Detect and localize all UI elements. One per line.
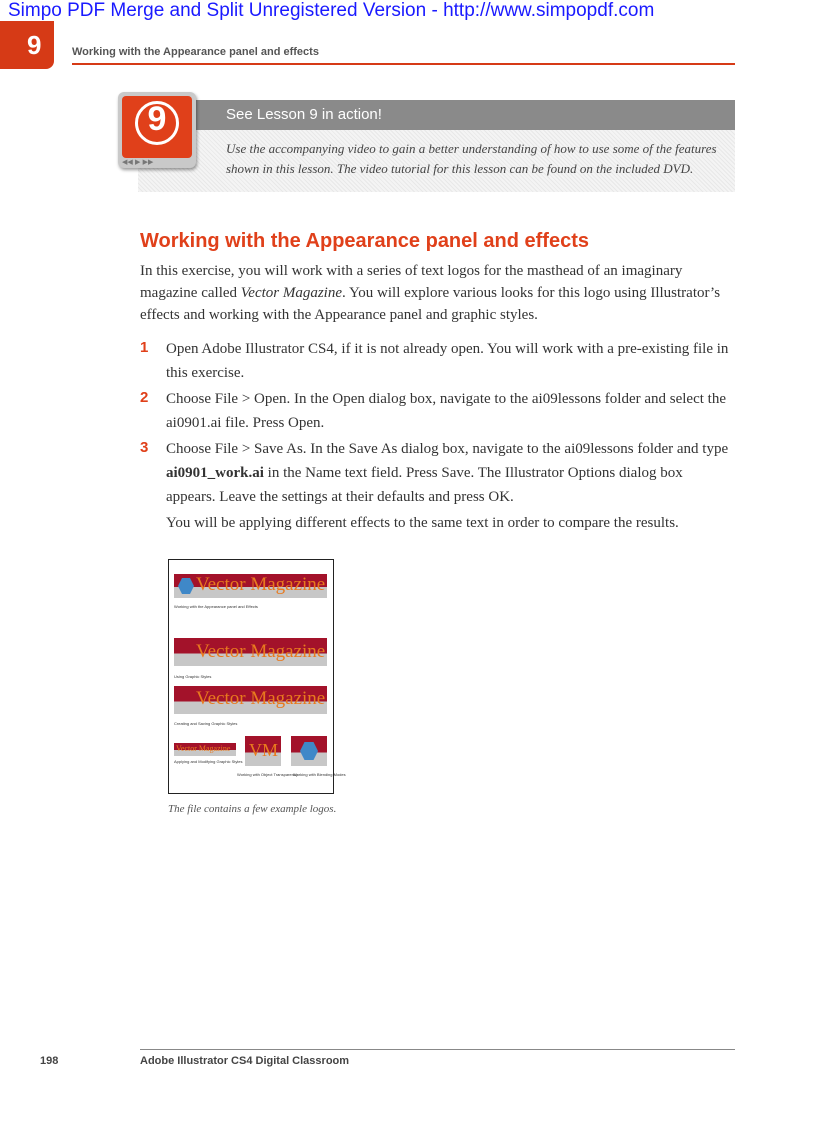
magazine-name: Vector Magazine — [240, 285, 343, 301]
results-note: You will be applying different effects to the same text in order to compare the results. — [166, 515, 679, 531]
figure-label: Creating and Saving Graphic Styles — [174, 721, 238, 726]
file-name: ai0901_work.ai — [166, 465, 264, 481]
logo-modifying-styles — [174, 743, 236, 756]
book-title: Adobe Illustrator CS4 Digital Classroom — [140, 1055, 350, 1067]
chapter-tab — [0, 21, 54, 69]
intro-text-start: In this exercise, you will work with a series of text logos for the masthead of an imaginary magazine called — [140, 263, 683, 301]
figure-label: Working with Blending Modes — [293, 772, 346, 777]
logo-text: Vector Magazine — [176, 744, 231, 753]
logo-graphic-styles — [174, 638, 327, 666]
logo-appearance — [174, 574, 327, 598]
step-3-text-end: in the Name text field. Press Save. The Illustrator Options dialog box appears. Leave the settings at their defaults and press OK. — [166, 465, 683, 505]
logo-transparency — [245, 736, 281, 766]
video-title: See Lesson 9 in action! — [226, 106, 382, 123]
step-2-number: 2 — [140, 389, 149, 406]
playback-controls-icon: ◀◀ ▶ ▶▶ — [122, 158, 154, 166]
logo-saving-styles — [174, 686, 327, 714]
figure-label: Using Graphic Styles — [174, 674, 212, 679]
intro-paragraph — [140, 260, 730, 326]
running-head: Working with the Appearance panel and effects — [72, 46, 319, 58]
intro-text-end: . You will explore various looks for this logo using Illustrator’s effects and working with the Appearance panel and graphic styles. — [140, 285, 721, 323]
figure-caption: The file contains a few example logos. — [168, 803, 337, 815]
logo-short: VM — [249, 740, 279, 760]
step-1-text: Open Adobe Illustrator CS4, if it is not already open. You will work with a pre-existing file in this exercise. — [166, 341, 729, 381]
badge-number: 9 — [147, 100, 167, 138]
badge-face — [122, 96, 192, 158]
figure-label: Working with Object Transparency — [237, 772, 298, 777]
logo-text: Vector Magazine — [196, 641, 326, 662]
page-number: 198 — [40, 1055, 59, 1067]
step-2-text: Choose File > Open. In the Open dialog box, navigate to the ai09lessons folder and select the ai0901.ai file. Press Open. — [166, 391, 726, 431]
step-3-text — [166, 437, 731, 509]
chapter-number: 9 — [27, 30, 42, 60]
example-logos-figure — [168, 559, 346, 794]
header-rule — [72, 63, 735, 65]
lesson-video-badge — [118, 92, 196, 168]
figure-label: Applying and Modifying Graphic Styles — [174, 759, 243, 764]
watermark: Simpo PDF Merge and Split Unregistered Version - http://www.simpopdf.com — [8, 0, 655, 21]
logo-blending — [291, 736, 327, 766]
hexagon-icon — [178, 578, 194, 594]
step-3-text-start: Choose File > Save As. In the Save As dialog box, navigate to the ai09lessons folder and type — [166, 441, 729, 457]
section-heading: Working with the Appearance panel and effects — [140, 230, 589, 252]
video-callout — [138, 100, 735, 192]
figure-label: Working with the Appearance panel and Effects — [174, 604, 258, 609]
footer-rule — [140, 1049, 735, 1050]
step-1-number: 1 — [140, 339, 149, 356]
step-3-number: 3 — [140, 439, 149, 456]
hexagon-icon — [300, 742, 318, 760]
logo-text: Vector Magazine — [196, 574, 326, 595]
logo-text: Vector Magazine — [196, 688, 326, 709]
video-description: Use the accompanying video to gain a better understanding of how to use some of the features shown in this lesson. The video tutorial for this lesson can be found on the included DVD. — [226, 141, 717, 176]
